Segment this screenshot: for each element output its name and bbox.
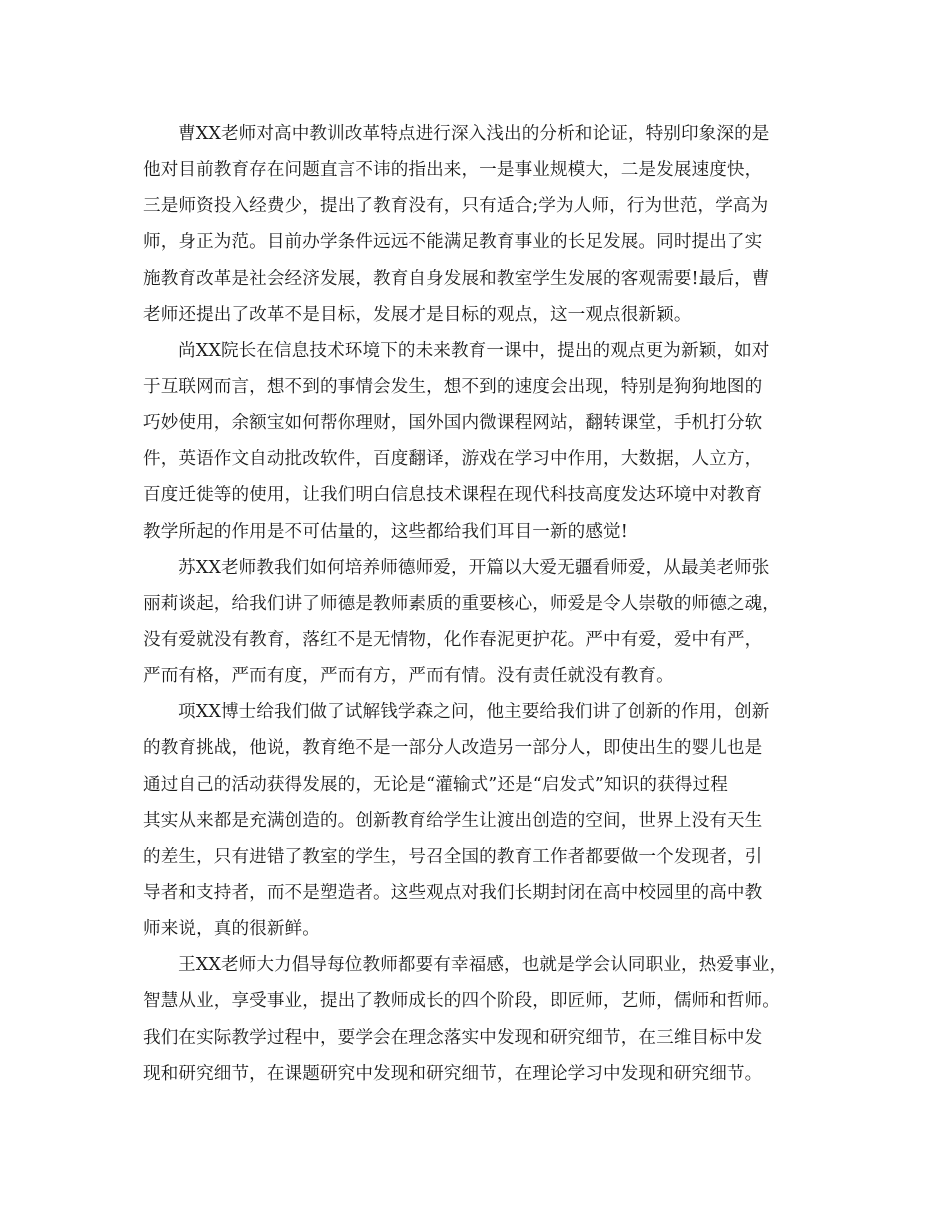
text-line: 师，身正为范。目前办学条件远远不能满足教育事业的长足发展。同时提出了实 — [143, 232, 763, 253]
paragraph-wang — [143, 947, 813, 1092]
text-line: 件，英语作文自动批改软件，百度翻译，游戏在学习中作用，大数据，人立方， — [143, 449, 763, 470]
text-line: 苏XX老师教我们如何培养师德师爱，开篇以大爱无疆看师爱，从最美老师张 — [178, 557, 770, 578]
text-line: 其实从来都是充满创造的。创新教育给学生让渡出创造的空间，世界上没有天生 — [143, 810, 763, 831]
text-line: 于互联网而言，想不到的事情会发生，想不到的速度会出现，特别是狗狗地图的 — [143, 376, 763, 397]
text-line: 三是师资投入经费少，提出了教育没有，只有适合;学为人师，行为世范，学高为 — [143, 196, 769, 217]
document-body — [143, 116, 813, 1092]
text-line: 尚XX院长在信息技术环境下的未来教育一课中，提出的观点更为新颖，如对 — [178, 340, 770, 361]
text-line: 通过自己的活动获得发展的，无论是“灌输式”还是“启发式”知识的获得过程 — [143, 774, 728, 795]
text-line: 项XX博士给我们做了试解钱学森之问，他主要给我们讲了创新的作用，创新 — [178, 702, 770, 723]
text-line: 的差生，只有进错了教室的学生，号召全国的教育工作者都要做一个发现者，引 — [143, 846, 763, 867]
text-line: 没有爱就没有教育，落红不是无情物，化作春泥更护花。严中有爱，爱中有严， — [143, 629, 763, 650]
text-line: 导者和支持者，而不是塑造者。这些观点对我们长期封闭在高中校园里的高中教 — [143, 882, 763, 903]
text-line: 百度迁徙等的使用，让我们明白信息技术课程在现代科技高度发达环境中对教育 — [143, 485, 763, 506]
text-line: 严而有格，严而有度，严而有方，严而有情。没有责任就没有教育。 — [143, 666, 674, 687]
text-line: 曹XX老师对高中教训改革特点进行深入浅出的分析和论证，特别印象深的是 — [178, 124, 770, 144]
paragraph-shang — [143, 333, 813, 550]
text-line: 巧妙使用，余额宝如何帮你理财，国外国内微课程网站，翻转课堂，手机打分软 — [143, 413, 763, 434]
text-line: 丽莉谈起，给我们讲了师德是教师素质的重要核心，师爱是令人崇敬的师德之魂， — [143, 593, 780, 614]
text-line: 王XX老师大力倡导每位教师都要有幸福感，也就是学会认同职业，热爱事业， — [178, 955, 788, 976]
text-line: 师来说，真的很新鲜。 — [143, 919, 320, 940]
paragraph-su — [143, 550, 813, 695]
text-line: 现和研究细节，在课题研究中发现和研究细节，在理论学习中发现和研究细节。 — [143, 1063, 763, 1084]
text-line: 的教育挑战，他说，教育绝不是一部分人改造另一部分人，即使出生的婴儿也是 — [143, 738, 763, 759]
text-line: 老师还提出了改革不是目标，发展才是目标的观点，这一观点很新颖。 — [143, 304, 692, 325]
text-line: 智慧从业，享受事业，提出了教师成长的四个阶段，即匠师，艺师，儒师和哲师。 — [143, 991, 780, 1012]
text-line: 他对目前教育存在问题直言不讳的指出来，一是事业规模大，二是发展速度快， — [143, 160, 763, 181]
paragraph-xiang — [143, 694, 813, 947]
paragraph-cao — [143, 116, 813, 333]
text-line: 教学所起的作用是不可估量的，这些都给我们耳目一新的感觉! — [143, 521, 628, 542]
text-line: 施教育改革是社会经济发展，教育自身发展和教室学生发展的客观需要!最后，曹 — [143, 268, 770, 289]
text-line: 我们在实际教学过程中，要学会在理念落实中发现和研究细节，在三维目标中发 — [143, 1027, 763, 1048]
